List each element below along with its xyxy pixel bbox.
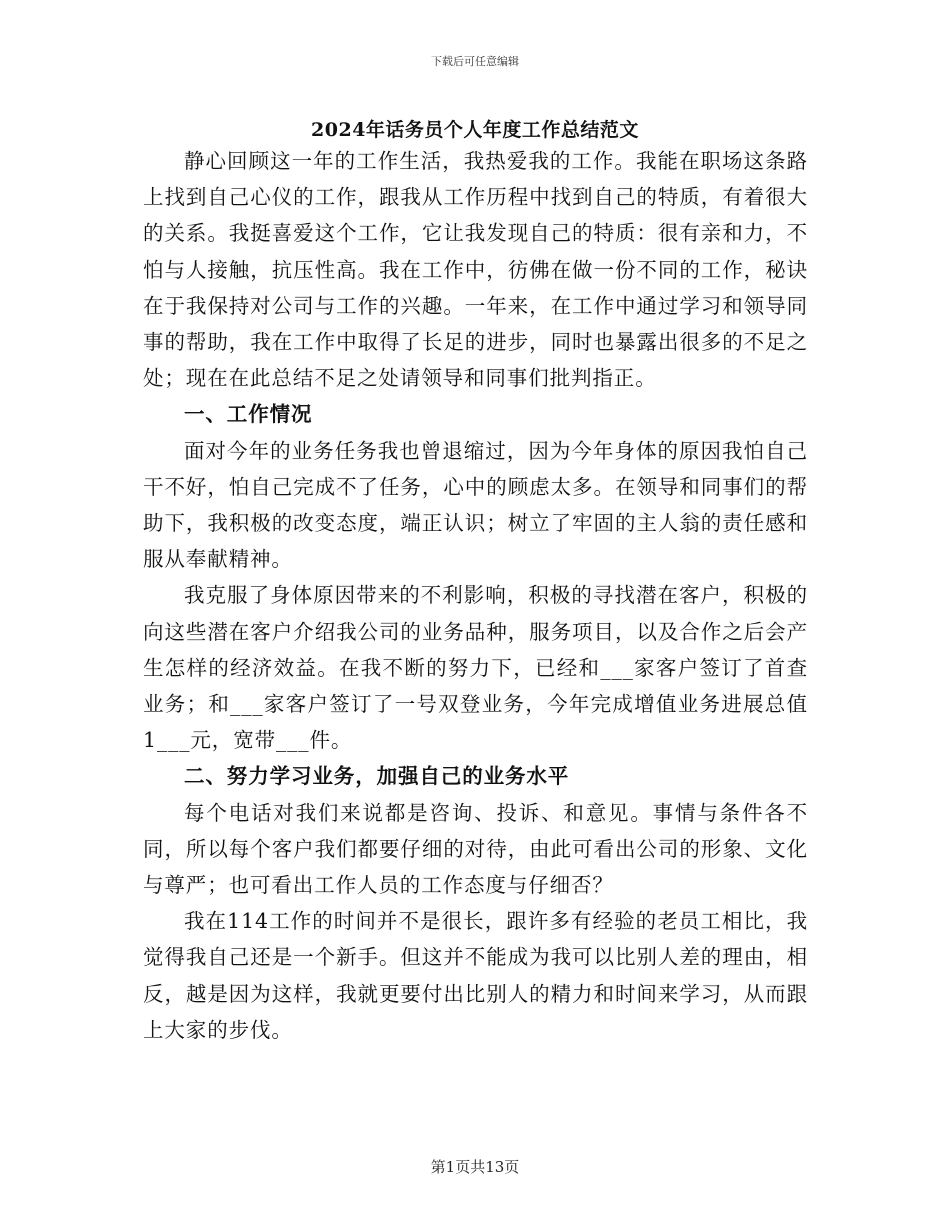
work-situation-paragraph-2: 我克服了身体原因带来的不利影响，积极的寻找潜在客户，积极的向这些潜在客户介绍我公司的业务品种，服务项目，以及合作之后会产生怎样的经济效益。在我不断的努力下，已经和___家客户签订了首查业务；和___家客户签订了一号双登业务，今年完成增值业务进展总值1___元，宽带___件。 [143, 583, 808, 753]
document-title: 2024年话务员个人年度工作总结范文 [311, 119, 639, 141]
section-heading-study-business: 二、努力学习业务，加强自己的业务水平 [184, 764, 570, 789]
page-header-note: 下载后可任意编辑 [431, 55, 519, 68]
document-body [143, 143, 808, 1048]
section-heading-work-situation: 一、工作情况 [184, 402, 313, 427]
study-business-paragraph-2: 我在114工作的时间并不是很长，跟许多有经验的老员工相比，我觉得我自己还是一个新手。但这并不能成为我可以比别人差的理由，相反，越是因为这样，我就更要付出比别人的精力和时间来学习，从而跟上大家的步伐。 [143, 909, 808, 1042]
intro-paragraph: 静心回顾这一年的工作生活，我热爱我的工作。我能在职场这条路上找到自己心仪的工作，跟我从工作历程中找到自己的特质，有着很大的关系。我挺喜爱这个工作，它让我发现自己的特质：很有亲和力，不怕与人接触，抗压性高。我在工作中，彷佛在做一份不同的工作，秘诀在于我保持对公司与工作的兴趣。一年来，在工作中通过学习和领导同事的帮助，我在工作中取得了长足的进步，同时也暴露出很多的不足之处；现在在此总结不足之处请领导和同事们批判指正。 [143, 149, 808, 391]
page-number: 第1页共13页 [430, 1158, 520, 1176]
study-business-paragraph-1: 每个电话对我们来说都是咨询、投诉、和意见。事情与条件各不同，所以每个客户我们都要仔细的对待，由此可看出公司的形象、文化与尊严；也可看出工作人员的工作态度与仔细否？ [143, 800, 808, 898]
work-situation-paragraph-1: 面对今年的业务任务我也曾退缩过，因为今年身体的原因我怕自己干不好，怕自己完成不了任务，心中的顾虑太多。在领导和同事们的帮助下，我积极的改变态度，端正认识；树立了牢固的主人翁的责任感和服从奉献精神。 [143, 438, 808, 572]
